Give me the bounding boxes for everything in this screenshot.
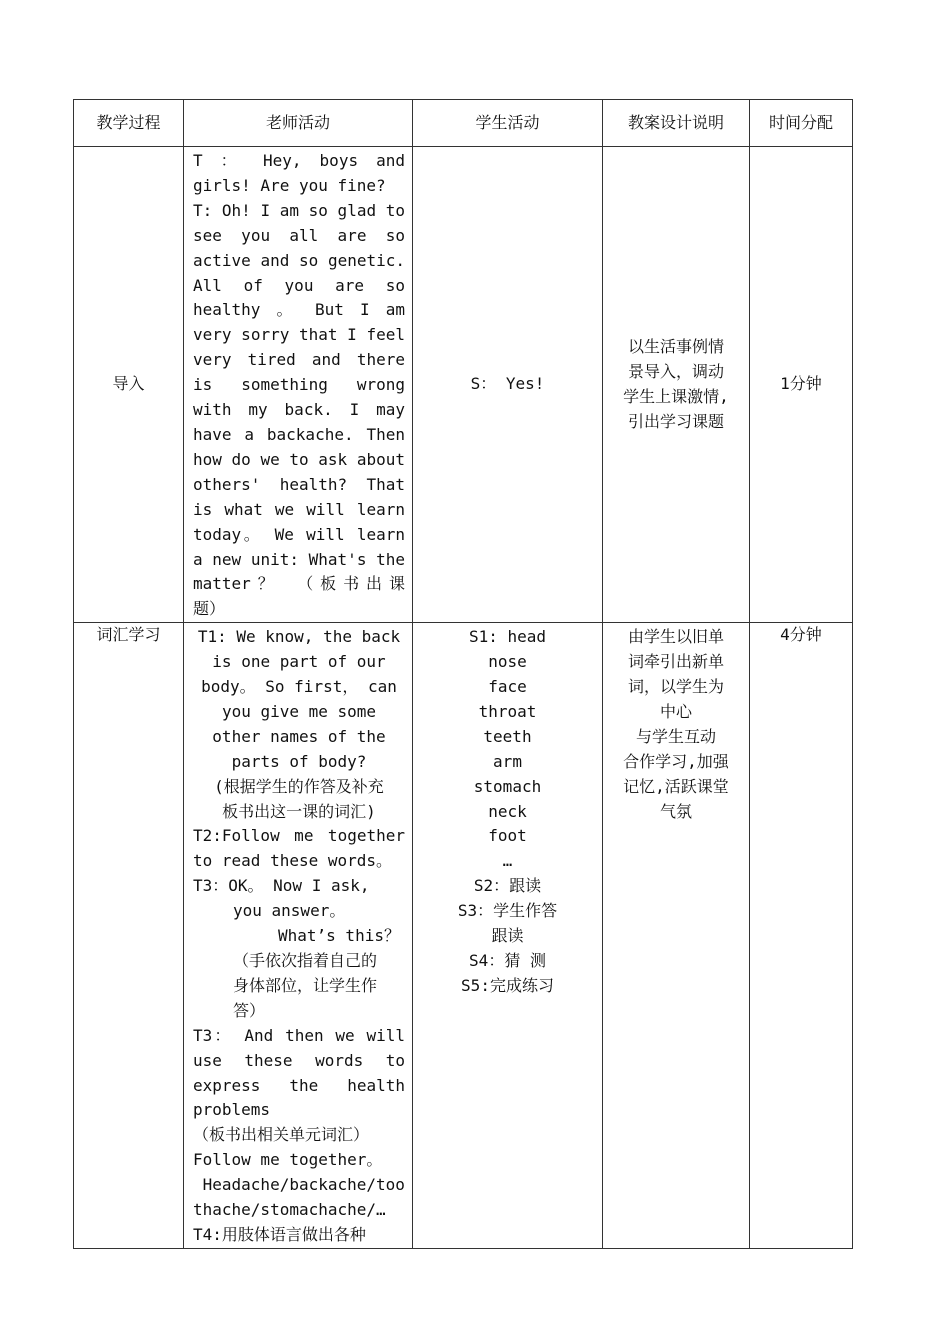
student-line: nose	[488, 652, 527, 672]
teacher-line: parts of body?	[231, 751, 367, 771]
teacher-line: other names of the	[212, 726, 386, 746]
teacher-line: 身体部位，让学生作	[233, 975, 378, 995]
teacher-line: use these words to	[193, 1050, 405, 1070]
teacher-line: T2:Follow me together	[193, 826, 405, 846]
student-line: teeth	[483, 726, 532, 746]
teacher-line: today。 We will learn	[193, 524, 405, 544]
teacher-line: a new unit: What's the	[193, 549, 405, 569]
student-line: S4：猜 测	[469, 951, 546, 970]
teacher-line: have a backache. Then	[193, 424, 405, 444]
student-line: S： Yes!	[470, 374, 545, 394]
teacher-activity-cell	[184, 623, 413, 1249]
student-line: S5:完成练习	[461, 975, 554, 995]
teacher-line: T3：OK。 Now I ask,	[193, 876, 370, 896]
teacher-line: T4:用肢体语言做出各种	[193, 1224, 366, 1244]
design-line: 与学生互动	[635, 726, 716, 746]
teacher-line: All of you are so	[193, 275, 405, 295]
student-line: 跟读	[491, 926, 524, 946]
student-line: stomach	[473, 776, 542, 796]
teacher-line: how do we to ask about	[193, 449, 405, 469]
design-line: 词牵引出新单	[627, 652, 724, 672]
teacher-line: very sorry that I feel	[193, 325, 405, 345]
design-line: 记忆,活跃课堂	[623, 776, 729, 796]
header-process: 教学过程	[74, 100, 184, 147]
student-line: S1: head	[468, 627, 547, 647]
teacher-line: （手依次指着自己的	[233, 951, 378, 970]
teacher-line: is one part of our	[212, 652, 386, 672]
teacher-line: with my back. I may	[193, 400, 405, 420]
student-line: foot	[488, 826, 527, 846]
teacher-line: is what we will learn	[193, 499, 405, 519]
teacher-line: body。 So first， can	[201, 677, 397, 697]
stage-cell: 词汇学习	[74, 623, 184, 1249]
design-line: 学生上课激情,	[623, 386, 729, 406]
student-line: throat	[478, 701, 537, 721]
teacher-line: matter？ （板书出课	[193, 574, 405, 594]
student-line: neck	[488, 801, 527, 821]
teacher-line: T: Oh! I am so glad to	[193, 200, 405, 220]
student-line: S3：学生作答	[457, 901, 558, 921]
teacher-line: very tired and there	[193, 350, 405, 370]
teacher-line: Follow me together。	[193, 1150, 383, 1170]
teacher-line: you give me some	[221, 701, 377, 721]
header-teacher: 老师活动	[184, 100, 413, 147]
teacher-line: girls! Are you fine?	[193, 175, 386, 195]
teacher-line: express the health	[193, 1075, 405, 1095]
teacher-line: T ： Hey, boys and	[193, 151, 405, 170]
student-activity-cell	[413, 147, 603, 623]
teacher-line: is something wrong	[193, 375, 405, 395]
table-header-row	[74, 100, 853, 147]
header-design: 教案设计说明	[603, 100, 750, 147]
lesson-plan-table	[73, 99, 853, 1249]
table-row-intro	[74, 147, 853, 623]
design-note-cell	[603, 147, 750, 623]
student-line: S2：跟读	[473, 876, 542, 896]
teacher-line: others' health? That	[193, 474, 405, 494]
design-note-cell	[603, 623, 750, 1249]
design-line: 以生活事例情	[627, 336, 724, 356]
teacher-line: T3： And then we will	[193, 1025, 405, 1045]
student-line: arm	[493, 751, 522, 771]
design-line: 词，以学生为	[627, 677, 724, 697]
design-line: 引出学习课题	[627, 411, 724, 431]
teacher-line: （板书出相关单元词汇）	[193, 1125, 370, 1145]
teacher-line: active and so genetic.	[193, 250, 405, 270]
design-line: 由学生以旧单	[627, 627, 724, 647]
stage-cell: 导入	[74, 147, 184, 623]
teacher-line: see you all are so	[193, 225, 405, 245]
teacher-line: you answer。	[233, 901, 346, 921]
student-line: …	[502, 851, 513, 871]
student-activity-cell	[413, 623, 603, 1249]
teacher-line: healthy 。 But I am	[193, 300, 405, 320]
design-line: 中心	[659, 701, 692, 721]
time-cell: 4分钟	[750, 623, 853, 1249]
teacher-line: (根据学生的作答及补充	[214, 776, 384, 796]
teacher-line: What’s this？	[278, 926, 400, 946]
design-line: 合作学习,加强	[623, 751, 729, 771]
teacher-line: 题）	[193, 599, 226, 619]
teacher-line: to read these words。	[193, 851, 393, 871]
teacher-line: 板书出这一课的词汇)	[222, 801, 376, 821]
design-line: 景导入，调动	[627, 361, 724, 381]
teacher-line: thache/stomachache/…	[193, 1200, 386, 1220]
header-student: 学生活动	[413, 100, 603, 147]
student-line: face	[488, 677, 527, 697]
teacher-activity-cell	[184, 147, 413, 623]
teacher-line: problems	[193, 1100, 271, 1120]
design-line: 气氛	[659, 801, 692, 821]
teacher-line: 答）	[233, 1000, 266, 1020]
teacher-line: Headache/backache/too	[193, 1175, 405, 1195]
header-time: 时间分配	[750, 100, 853, 147]
teacher-line: T1: We know, the back	[197, 627, 401, 647]
table-row-vocab	[74, 623, 853, 1249]
time-cell: 1分钟	[750, 147, 853, 623]
